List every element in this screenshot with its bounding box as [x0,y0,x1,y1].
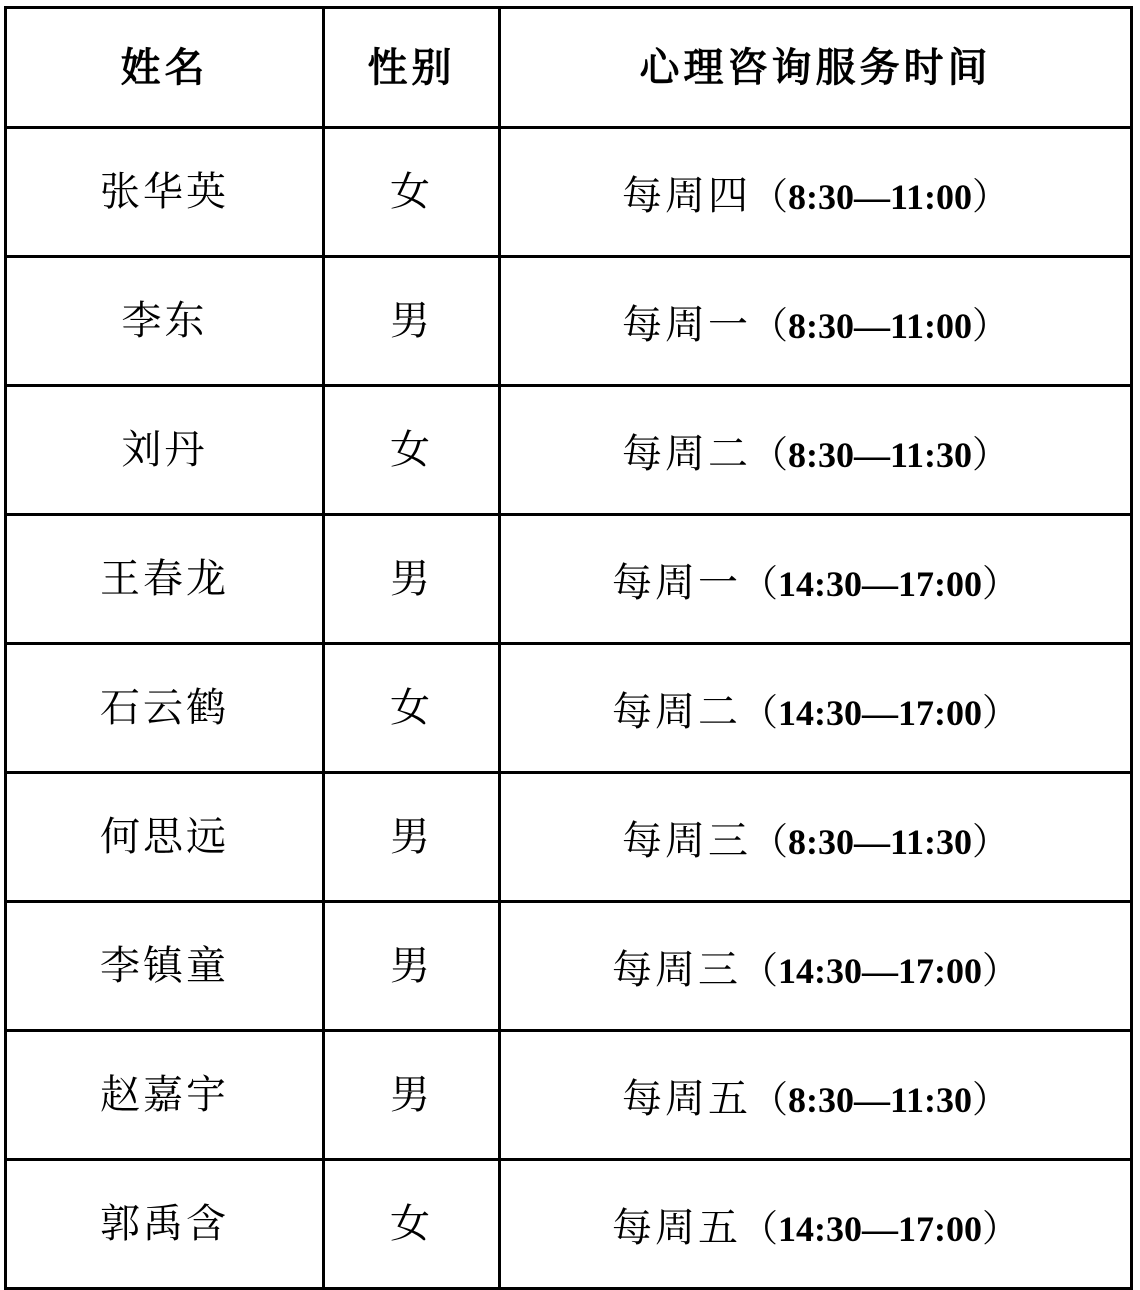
time-day: 每周五 [622,1075,751,1121]
cell-time [500,515,1132,644]
time-day: 每周五 [612,1204,741,1250]
cell-name: 何思远 [6,773,324,902]
paren-open: （ [741,692,778,734]
cell-gender: 女 [324,128,500,257]
cell-time [500,644,1132,773]
time-day: 每周二 [612,688,741,734]
paren-open: （ [741,563,778,605]
paren-open: （ [741,950,778,992]
cell-gender: 男 [324,1031,500,1160]
counseling-schedule-table [4,6,1133,1290]
cell-name: 赵嘉宇 [6,1031,324,1160]
cell-name: 王春龙 [6,515,324,644]
time-hours: 14:30—17:00 [778,950,982,991]
time-hours: 8:30—11:00 [788,305,972,346]
time-day: 每周一 [622,301,751,347]
paren-open: （ [751,176,788,218]
time-hours: 8:30—11:00 [788,176,972,217]
paren-close: ） [972,434,1009,476]
cell-name: 郭禹含 [6,1160,324,1289]
table-row [6,773,1132,902]
paren-close: ） [981,1208,1019,1250]
table-header-row [6,8,1132,128]
paren-close: ） [981,950,1019,992]
paren-close: ） [981,563,1019,605]
time-hours: 14:30—17:00 [778,563,982,604]
cell-name: 张华英 [6,128,324,257]
time-hours: 8:30—11:30 [788,1079,972,1120]
time-day: 每周二 [622,430,751,476]
cell-name: 李镇童 [6,902,324,1031]
paren-open: （ [751,1079,788,1121]
cell-time [500,386,1132,515]
paren-close: ） [972,1079,1009,1121]
cell-name: 刘丹 [6,386,324,515]
time-day: 每周四 [622,172,751,218]
paren-close: ） [972,821,1009,863]
paren-close: ） [981,692,1019,734]
table-row [6,1160,1132,1289]
column-header-gender: 性别 [324,8,500,128]
time-day: 每周三 [622,817,751,863]
time-day: 每周三 [612,946,741,992]
table-body [6,128,1132,1289]
cell-time [500,257,1132,386]
cell-time [500,128,1132,257]
cell-name: 石云鹤 [6,644,324,773]
table-row [6,1031,1132,1160]
table-row [6,257,1132,386]
cell-gender: 男 [324,902,500,1031]
paren-close: ） [972,176,1009,218]
cell-gender: 女 [324,644,500,773]
cell-time [500,1031,1132,1160]
paren-open: （ [751,434,788,476]
cell-gender: 男 [324,773,500,902]
paren-open: （ [751,305,788,347]
cell-gender: 女 [324,1160,500,1289]
table-row [6,515,1132,644]
time-hours: 8:30—11:30 [788,821,972,862]
paren-open: （ [751,821,788,863]
column-header-time: 心理咨询服务时间 [500,8,1132,128]
cell-gender: 女 [324,386,500,515]
table-row [6,128,1132,257]
time-hours: 14:30—17:00 [778,692,982,733]
cell-time [500,773,1132,902]
time-day: 每周一 [612,559,741,605]
cell-name: 李东 [6,257,324,386]
table-row [6,386,1132,515]
time-hours: 14:30—17:00 [778,1208,982,1249]
time-hours: 8:30—11:30 [788,434,972,475]
column-header-name: 姓名 [6,8,324,128]
paren-open: （ [741,1208,778,1250]
cell-time [500,902,1132,1031]
paren-close: ） [972,305,1009,347]
table-row [6,902,1132,1031]
cell-gender: 男 [324,515,500,644]
cell-gender: 男 [324,257,500,386]
cell-time [500,1160,1132,1289]
table-row [6,644,1132,773]
